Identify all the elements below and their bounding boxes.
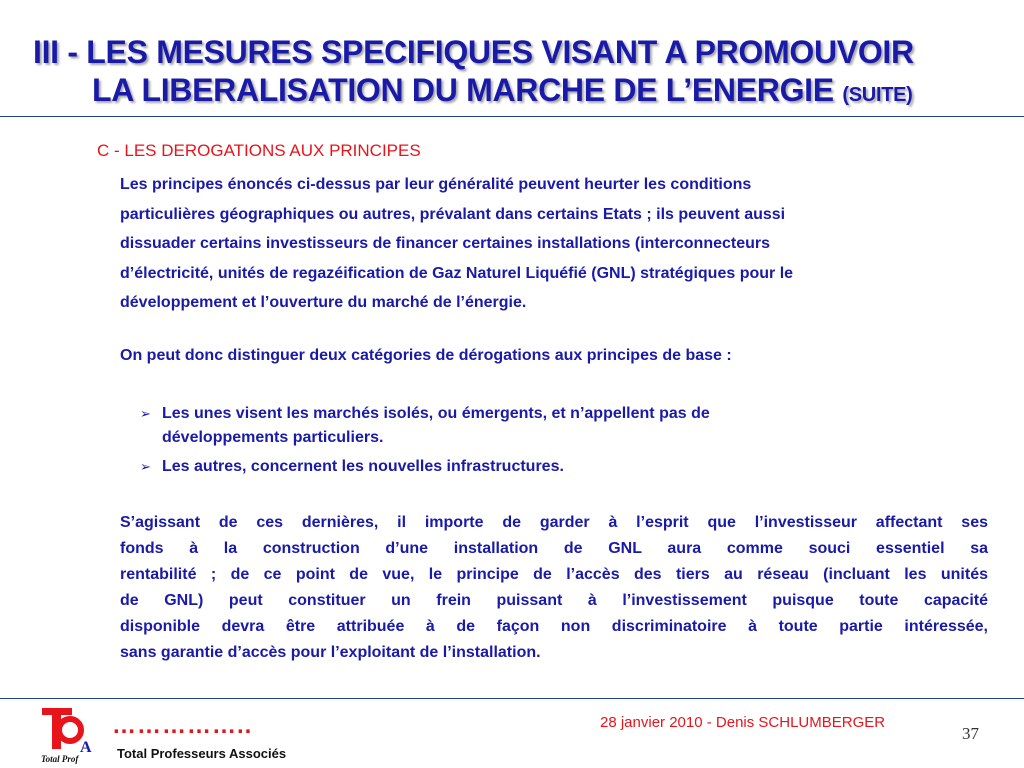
arrow-bullet-icon: ➢ [140, 406, 151, 421]
paragraph-1-line: d’électricité, unités de regazéification de Gaz Naturel Liquéfié (GNL) stratégiques pour le [120, 264, 794, 282]
company-name: Total Professeurs Associés [117, 746, 287, 761]
paragraph-3-line: de GNL) peut constituer un frein puissant à l’investissement puisque toute capacité [120, 592, 988, 609]
title-line-1: III - LES MESURES SPECIFIQUES VISANT A PROMOUVOIR [33, 34, 914, 70]
list-item [140, 455, 900, 479]
title-line-2-text: LA LIBERALISATION DU MARCHE DE L’ENERGIE [92, 72, 834, 108]
logo-t-bar [42, 708, 72, 715]
section-heading: C - LES DEROGATIONS AUX PRINCIPES [97, 141, 421, 160]
title-line-2 [92, 72, 913, 113]
paragraph-1-line: Les principes énoncés ci-dessus par leur généralité peuvent heurter les conditions [120, 176, 752, 193]
paragraph-3-line: S’agissant de ces dernières, il importe de garder à l’esprit que l’investisseur affectant ses [120, 514, 988, 531]
footer-divider [0, 698, 1024, 699]
logo-caption: Total Prof [41, 754, 79, 764]
footer-date-author: 28 janvier 2010 - Denis SCHLUMBERGER [600, 714, 886, 731]
paragraph-3-line: disponible devra être attribuée à de façon non discriminatoire à toute partie intéressée, [120, 618, 988, 635]
paragraph-3-line: fonds à la construction d’une installation de GNL aura comme souci essentiel sa [120, 540, 988, 557]
paragraph-1 [120, 170, 980, 318]
decorative-dots: …………….. [112, 712, 253, 739]
paragraph-3-line: sans garantie d’accès pour l’exploitant de l’installation. [120, 644, 541, 661]
title-suite: (SUITE) [842, 84, 913, 106]
list-item [140, 402, 900, 450]
paragraph-1-line: particulières géographiques ou autres, prévalant dans certains Etats ; ils peuvent aussi [120, 205, 786, 223]
paragraph-3 [120, 510, 988, 666]
page-number: 37 [962, 724, 979, 743]
paragraph-3-line: rentabilité ; de ce point de vue, le principe de l’accès des tiers au réseau (incluant les unités [120, 566, 988, 583]
tpa-logo-icon [40, 706, 102, 764]
bullet-line: Les unes visent les marchés isolés, ou émergents, et n’appellent pas de [162, 405, 710, 422]
paragraph-1-line: dissuader certains investisseurs de financer certaines installations (interconnecteurs [120, 235, 771, 252]
paragraph-1-line: développement et l’ouverture du marché de l’énergie. [120, 294, 527, 311]
bullet-list [140, 402, 900, 484]
arrow-bullet-icon: ➢ [140, 459, 151, 474]
header-divider [0, 116, 1024, 117]
logo-p-bowl [59, 719, 81, 741]
logo-a-letter: A [80, 739, 92, 756]
bullet-line: Les autres, concernent les nouvelles infrastructures. [162, 458, 564, 475]
paragraph-2: On peut donc distinguer deux catégories de dérogations aux principes de base : [120, 347, 732, 364]
bullet-line: développements particuliers. [162, 429, 384, 446]
